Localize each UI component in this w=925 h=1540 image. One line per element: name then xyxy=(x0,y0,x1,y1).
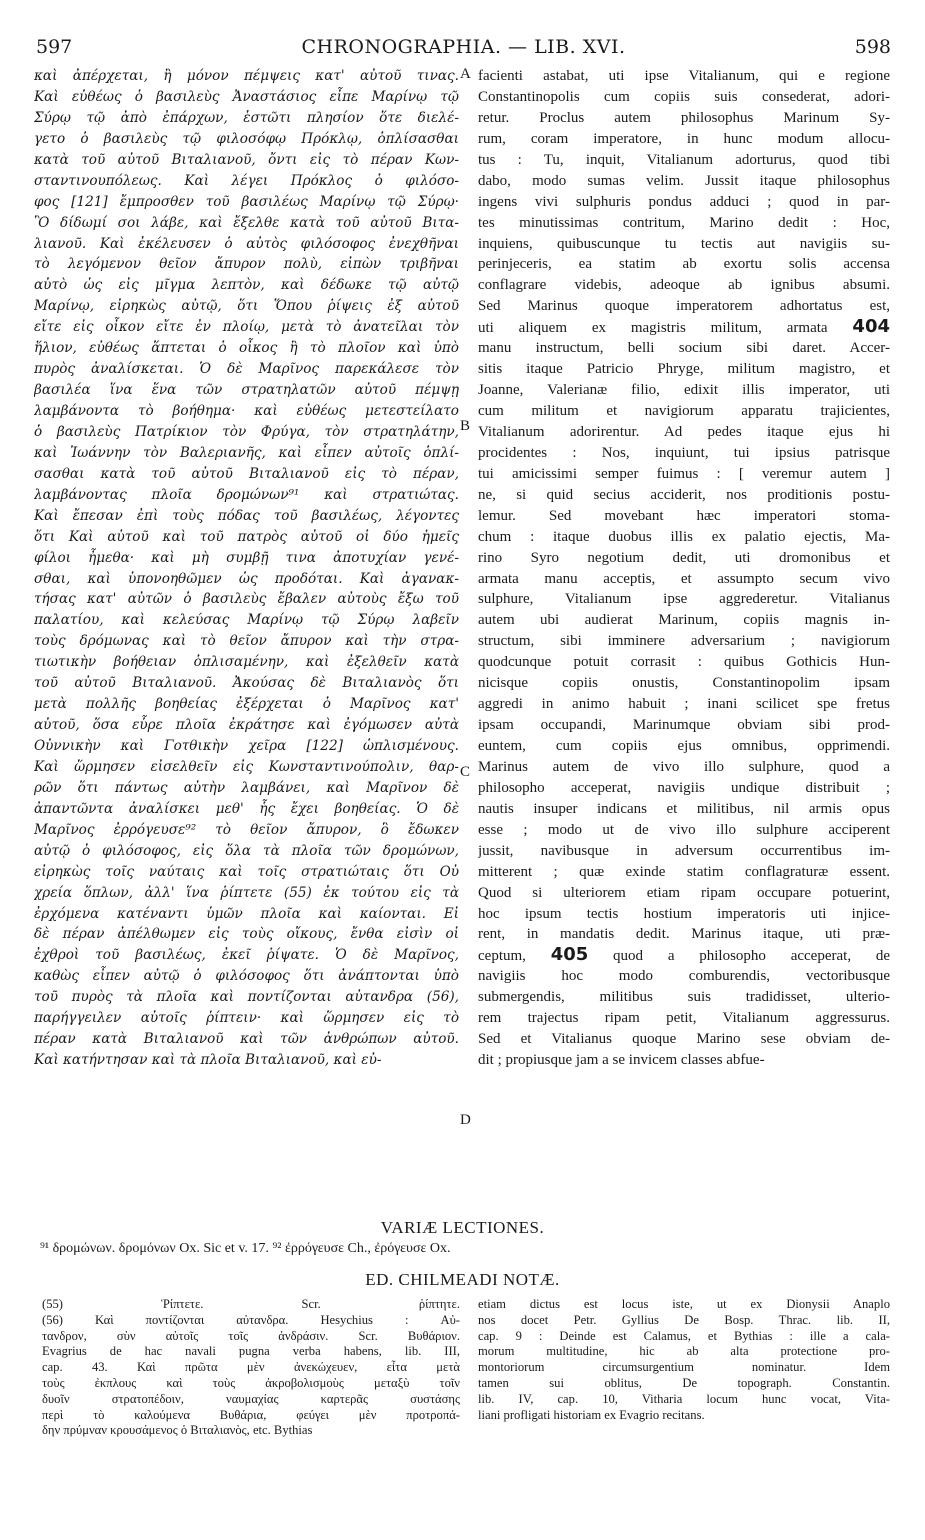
latin-line: nicisque copiis onustis, Constantinopolim ipsam xyxy=(478,675,890,692)
latin-text-column xyxy=(478,66,890,1071)
latin-line: Sed Marinus quoque imperatorem adhortatus est, xyxy=(478,298,890,315)
latin-line xyxy=(478,317,890,338)
latin-line: euntem, cum copiis ejus omnibus, opprimendi. xyxy=(478,738,890,754)
notes-left-column xyxy=(42,1297,460,1439)
greek-line: φίλοι ἦμεθα· καὶ μὴ συμβῇ τινα ἀποτυχίαν γενέ- xyxy=(34,549,459,566)
section-marker-c: C xyxy=(460,764,471,780)
latin-line: autem ubi audierat Marinum, copiis magnis in- xyxy=(478,612,890,629)
latin-line: sitis itaque Patricio Phryge, militum magistro, et xyxy=(478,361,890,378)
greek-line: ἥλιον, εὐθέως ἅπτεται ὁ οἶκος ἢ τὸ πλοῖον καὶ ὑπὸ xyxy=(34,340,459,357)
note-line: τοὺς ἐκπλους καὶ τοὺς ἀκροβολισμοὺς μεταξὺ τοῖν xyxy=(42,1375,460,1390)
greek-line: τὸ λεγόμενον θεῖον ἄπυρον πολὺ, εἰπὼν τριβῆναι xyxy=(34,256,459,273)
note-line: cap. 43. Καὶ πρῶτα μὲν ἀνεκώχευεν, εἶτα μετὰ xyxy=(42,1360,460,1375)
greek-line: μετὰ πολλῆς βοηθείας ἐξέρχεται ὁ Μαρῖνος κατ' xyxy=(34,696,459,713)
latin-line: retur. Proclus autem philosophus Marinum Sy- xyxy=(478,109,890,126)
greek-line: Σύρῳ τῷ ἀπὸ ἐπάρχων, ἑστῶτι πλησίον ὅτε διελέ- xyxy=(34,109,459,126)
greek-line: χρεία ὅπλων, ἀλλ' ἵνα ῥίπτετε (55) ἐκ τούτου εἰς τὰ xyxy=(34,884,459,901)
greek-line: Μαρίνῳ, εἰρηκὼς αὐτῷ, ὅτι Ὅπου ῥίψεις ἐξ αὐτοῦ xyxy=(34,298,459,315)
latin-line: aggredi in animo habuit ; inani scilicet spe fretus xyxy=(478,696,890,713)
greek-line: Μαρῖνος ἐρρόγευσε⁹² τὸ θεῖον ἄπυρον, ὃ ἔδωκεν xyxy=(34,821,459,838)
greek-line: εἰρηκὼς τοῖς ναύταις καὶ τοῖς στρατιώταις ὅτι Οὐ xyxy=(34,863,459,880)
note-line: περὶ τὸ καλούμενα Βυθάρια, φεύγει μὲν προτροπά- xyxy=(42,1407,460,1422)
latin-line-text: ceptum, xyxy=(478,948,526,965)
section-marker-a: A xyxy=(460,66,471,82)
latin-line xyxy=(478,945,890,966)
latin-line: rent, in mandatis dedit. Marinus itaque, uti præ- xyxy=(478,926,890,943)
greek-line: αὐτῷ ὁ φιλόσοφος, εἰς ὅλα τὰ πλοῖα τῶν δρομώνων, xyxy=(34,842,459,859)
latin-line: esse ; modo ut de vivo illo sulphure acciperent xyxy=(478,821,890,838)
latin-line: Marinus autem de vivo illo sulphure, quod a xyxy=(478,758,890,775)
note-line: τανδρον, σὺν αὐτοῖς τοῖς ἀνδράσιν. Scr. Βυθάριον. xyxy=(42,1328,460,1343)
latin-line: armata manu acceptis, et assumpto secum vivo xyxy=(478,570,890,587)
latin-line: Quod si ulteriorem etiam ripam occupare potuerint, xyxy=(478,884,890,901)
latin-line: ipsam occupandi, Marinumque obviam sibi prod- xyxy=(478,717,890,734)
greek-line: Καὶ ἔπεσαν ἐπὶ τοὺς πόδας τοῦ βασιλέως, λέγοντες xyxy=(34,507,459,524)
greek-line: τοὺς δρόμωνας καὶ τὸ θεῖον ἄπυρον καὶ τὴν στρα- xyxy=(34,633,459,650)
greek-line: γετο ὁ βασιλεὺς τῷ φιλοσόφῳ Πρόκλῳ, ὁπλίσασθαι xyxy=(34,130,459,147)
latin-line: Vitalianum adorirentur. Ad pedes itaque ejus hi xyxy=(478,423,890,440)
greek-line: ἐχθροὶ τοῦ βασιλέως, ἐκεῖ ῥίψατε. Ὁ δὲ Μαρῖνος, xyxy=(34,947,459,964)
greek-line: ἐρχόμενα κατέναντι ὑμῶν πλοῖα καὶ καίονται. Εἰ xyxy=(34,905,459,922)
greek-line: βασιλέα ἵνα ἕνα τῶν στρατηλατῶν αὐτοῦ πέμψῃ xyxy=(34,382,459,399)
latin-line: Joanne, Valerianæ filio, edixit illis imperator, uti xyxy=(478,382,890,399)
latin-line: perinjeceris, ea statim ab exortu solis accensa xyxy=(478,256,890,273)
latin-line: lemur. Sed movebant hæc imperatori stoma- xyxy=(478,507,890,524)
latin-line-text: uti aliquem ex magistris militum, armata xyxy=(478,320,828,337)
latin-line: rino Syro negotium dedit, uti dromonibus et xyxy=(478,549,890,566)
greek-line: παρήγγειλεν αὐτοῖς ῥίπτειν· καὶ ὥρμησεν εἰς τὸ xyxy=(34,1010,459,1027)
latin-line: rum, coram imperatore, in hunc modum allocu- xyxy=(478,130,890,147)
left-page-number: 597 xyxy=(36,36,73,58)
latin-line: manu instructum, belli socium sibi daret. Accer- xyxy=(478,340,890,357)
page-header xyxy=(36,36,891,62)
notae-title: ED. CHILMEADI NOTÆ. xyxy=(365,1270,560,1289)
variae-lectiones-line: ⁹¹ δρομώνων. δρομόνων Ox. Sic et v. 17. ⁹² ἐρρόγευσε Ch., ἐρόγευσε Ox. xyxy=(40,1241,451,1256)
note-line: (55) Ῥίπτετε. Scr. ῥίπτητε. xyxy=(42,1297,460,1311)
note-line: nos docet Petr. Gyllius De Bosp. Thrac. lib. II, xyxy=(478,1312,890,1327)
latin-line: conflagrare videbis, adeoque ab ignibus absumi. xyxy=(478,277,890,294)
latin-line: dit ; propiusque jam a se invicem classes abfue- xyxy=(478,1052,765,1069)
latin-line: hoc ipsum tectis hostium imperatoris uti injice- xyxy=(478,905,890,922)
latin-line: tus : Tu, inquit, Vitalianum adorturus, quod tibi xyxy=(478,151,890,168)
latin-line: ne, si quid secius acciderit, nos proditionis postu- xyxy=(478,486,890,503)
greek-line: καθὼς εἶπεν αὐτῷ ὁ φιλόσοφος ὅτι ἀνάπτονται ὑπὸ xyxy=(34,968,459,985)
margin-page-number: 405 xyxy=(550,945,589,966)
latin-line: nautis insuper indicans et militibus, nil armis opus xyxy=(478,800,890,817)
greek-line: τιωτικὴν βοήθειαν ὁπλισαμένην, καὶ ἐξελθεῖν κατὰ xyxy=(34,654,459,671)
greek-line: ὁ βασιλεὺς Πατρίκιον τὸν Φρύγα, τὸν στρατηλάτην, xyxy=(34,423,459,440)
notes-right-column xyxy=(478,1297,890,1423)
greek-line: ὅτι Καὶ αὐτοῦ καὶ τοῦ πατρὸς αὐτοῦ οἱ δύο ἡμεῖς xyxy=(34,528,459,545)
latin-line: Constantinopolis cum copiis suis consederat, adori- xyxy=(478,88,890,105)
greek-line: καὶ ἀπέρχεται, ἢ μόνον πέμψεις κατ' αὐτοῦ τινας. xyxy=(34,68,459,84)
latin-line: chum : itaque duobus illis ex palatio ejectis, Ma- xyxy=(478,528,890,545)
latin-line: facienti astabat, uti ipse Vitalianum, qui e regione xyxy=(478,68,890,84)
note-line: liani profligati historiam ex Evagrio recitans. xyxy=(478,1407,705,1422)
greek-line: φος [121] ἔμπροσθεν τοῦ βασιλέως Μαρίνῳ τῷ Σύρῳ· xyxy=(34,193,459,210)
latin-line: philosopho acceperat, navigiis undique distribuit ; xyxy=(478,779,890,796)
note-line: morum multitudine, hic ab alta protectione pro- xyxy=(478,1344,890,1359)
greek-line: ρῶν ὅτι πάντως αὐτὴν λαμβάνει, καὶ Μαρῖνον δὲ xyxy=(34,779,459,796)
note-line: δην πρύμναν κρουσάμενος ὁ Βιταλιανὸς, etc. Bythias xyxy=(42,1423,313,1438)
greek-line: κατὰ τοῦ αὐτοῦ Βιταλιανοῦ, ὄντι εἰς τὸ πέραν Κων- xyxy=(34,151,459,168)
section-marker-d: D xyxy=(460,1112,471,1128)
greek-line: ἀπαντῶντα ἀναλίσκει μεθ' ἧς ἔχει βοηθείας. Ὁ δὲ xyxy=(34,800,459,817)
latin-line: tui amicissimi semper fuimus : [ veremur autem ] xyxy=(478,465,890,482)
greek-line: λιανοῦ. Καὶ ἐκέλευσεν ὁ αὐτὸς φιλόσοφος ἐνεχθῆναι xyxy=(34,235,459,252)
latin-line-text: quod a philosopho acceperat, de xyxy=(613,948,890,965)
latin-line: cum militum et navigiorum apparatu trajicientes, xyxy=(478,403,890,419)
greek-line: Καὶ εὐθέως ὁ βασιλεὺς Ἀναστάσιος εἶπε Μαρίνῳ τῷ xyxy=(34,88,459,105)
greek-line: Ὃ δίδωμί σοι λάβε, καὶ ἔξελθε κατὰ τοῦ αὐτοῦ Βιτα- xyxy=(34,214,459,231)
variae-lectiones-title: VARIÆ LECTIONES. xyxy=(380,1218,545,1237)
note-line: Evagrius de hac navali pugna verba habens, lib. III, xyxy=(42,1344,460,1359)
greek-line: Καὶ κατήντησαν καὶ τὰ πλοῖα Βιταλιανοῦ, καὶ εὐ- xyxy=(34,1052,382,1069)
greek-line: τήσας κατ' αὐτῶν ὁ βασιλεὺς ἔβαλεν αὐτοὺς ἔξω τοῦ xyxy=(34,591,459,608)
latin-line: navigiis hoc modo comburendis, vectoribusque xyxy=(478,968,890,985)
greek-text-column xyxy=(34,66,459,1071)
note-line: tamen sui oblitus, De topograph. Constantin. xyxy=(478,1375,890,1390)
latin-line: inquiens, quibuscunque tu tectis aut navigiis su- xyxy=(478,235,890,252)
greek-line: τοῦ πυρὸς τὰ πλοῖα καὶ ποντίζονται αὐτανδρα (56), xyxy=(34,989,459,1006)
greek-line: σταντινουπόλεως. Καὶ λέγει Πρόκλος ὁ φιλόσο- xyxy=(34,172,459,189)
greek-line: τοῦ αὐτοῦ Βιταλιανοῦ. Ἀκούσας δὲ Βιταλιανὸς ὅτι xyxy=(34,675,459,692)
greek-line: λαμβάνοντα τὸ βοήθημα· καὶ εὐθέως μετεστείλατο xyxy=(34,403,459,419)
latin-line: structum, sibi imminere adversarium ; navigiorum xyxy=(478,633,890,650)
margin-page-number: 404 xyxy=(852,317,890,338)
latin-line: sulphure, Vitalianum ipse aggrederetur. Vitalianus xyxy=(478,591,890,608)
note-line: etiam dictus est locus iste, ut ex Dionysii Anaplo xyxy=(478,1297,890,1311)
latin-line: quodcunque potuit corrasit : quibus Gothicis Hun- xyxy=(478,654,890,671)
note-line: montoriorum circumsurgentium nominatur. Idem xyxy=(478,1360,890,1375)
latin-line: rem trajectus ripam petit, Vitalianum aggressurus. xyxy=(478,1010,890,1027)
latin-line: submergendis, militibus suis tradidisset, ulterio- xyxy=(478,989,890,1006)
greek-line: δὲ πέραν ἀπέλθωμεν εἰς τοὺς οἴκους, ἔνθα εἰσὶν οἱ xyxy=(34,926,459,943)
note-line: δυοῖν στρατοπέδοιν, ναυμαχίας καρτερᾶς συστάσης xyxy=(42,1391,460,1406)
greek-line: Οὐννικὴν καὶ Γοτθικὴν χεῖρα [122] ὡπλισμένους. xyxy=(34,738,459,754)
greek-line: Καὶ ὥρμησεν εἰσελθεῖν εἰς Κωνσταντινούπολιν, θαρ- xyxy=(34,758,459,775)
section-marker-b: B xyxy=(460,418,471,434)
greek-line: εἴτε εἰς οἶκον εἴτε ἐν πλοίῳ, μετὰ τὸ ἀνατεῖλαι τὸν xyxy=(34,319,459,336)
latin-line: dabo, modo sumas velim. Jussit itaque philosophus xyxy=(478,172,890,189)
greek-line: αὐτὸ ὡς εἰς μῖγμα λεπτὸν, καὶ δέδωκε τῷ αὐτῷ xyxy=(34,277,459,294)
latin-line: ingens vivi sulphuris pondus adduci ; quod in par- xyxy=(478,193,890,210)
note-line: lib. IV, cap. 10, Vitharia locum hunc vocat, Vita- xyxy=(478,1391,890,1406)
note-line: (56) Καὶ ποντίζονται αὐτανδρα. Hesychius : Αὐ- xyxy=(42,1312,460,1327)
greek-line: πυρὸς ἀναλίσκεται. Ὁ δὲ Μαρῖνος παρεκάλεσε τὸν xyxy=(34,361,459,378)
latin-line: Sed et Vitalianus quoque Marino sese obviam de- xyxy=(478,1031,890,1048)
right-page-number: 598 xyxy=(854,36,891,58)
running-title: CHRONOGRAPHIA. — LIB. XVI. xyxy=(301,36,626,58)
latin-line: jussit, navibusque in adversum occurrentibus im- xyxy=(478,842,890,859)
greek-line: καὶ Ἰωάννην τὸν Βαλεριανῆς, καὶ εἶπεν αὐτοῖς ὁπλί- xyxy=(34,444,459,461)
greek-line: πέραν κατὰ Βιταλιανοῦ καὶ τῶν ἀνθρώπων αὐτοῦ. xyxy=(34,1031,459,1048)
greek-line: σθαι, καὶ ὑπονοηθῶμεν ὡς προδόται. Καὶ ἀγανακ- xyxy=(34,570,459,587)
latin-line: procidentes : Nos, inquiunt, tui ipsius patrisque xyxy=(478,444,890,461)
greek-line: σασθαι κατὰ τοῦ αὐτοῦ Βιταλιανοῦ εἰς τὸ πέραν, xyxy=(34,465,459,482)
greek-line: παλατίου, καὶ κελεύσας Μαρίνῳ τῷ Σύρῳ λαβεῖν xyxy=(34,612,459,629)
note-line: cap. 9 : Deinde est Calamus, et Bythias : ille a cala- xyxy=(478,1328,890,1343)
latin-line: mitterent ; quæ exinde statim conflagraturæ essent. xyxy=(478,863,890,880)
latin-line: tes minutissimas contritum, Marino dedit : Hoc, xyxy=(478,214,890,231)
greek-line: λαμβάνοντας πλοῖα δρομώνων⁹¹ καὶ στρατιώτας. xyxy=(34,486,459,503)
greek-line: αὐτοῦ, ὅσα εὗρε πλοῖα ἐκράτησε καὶ ἐγόμωσεν αὐτὰ xyxy=(34,717,459,734)
